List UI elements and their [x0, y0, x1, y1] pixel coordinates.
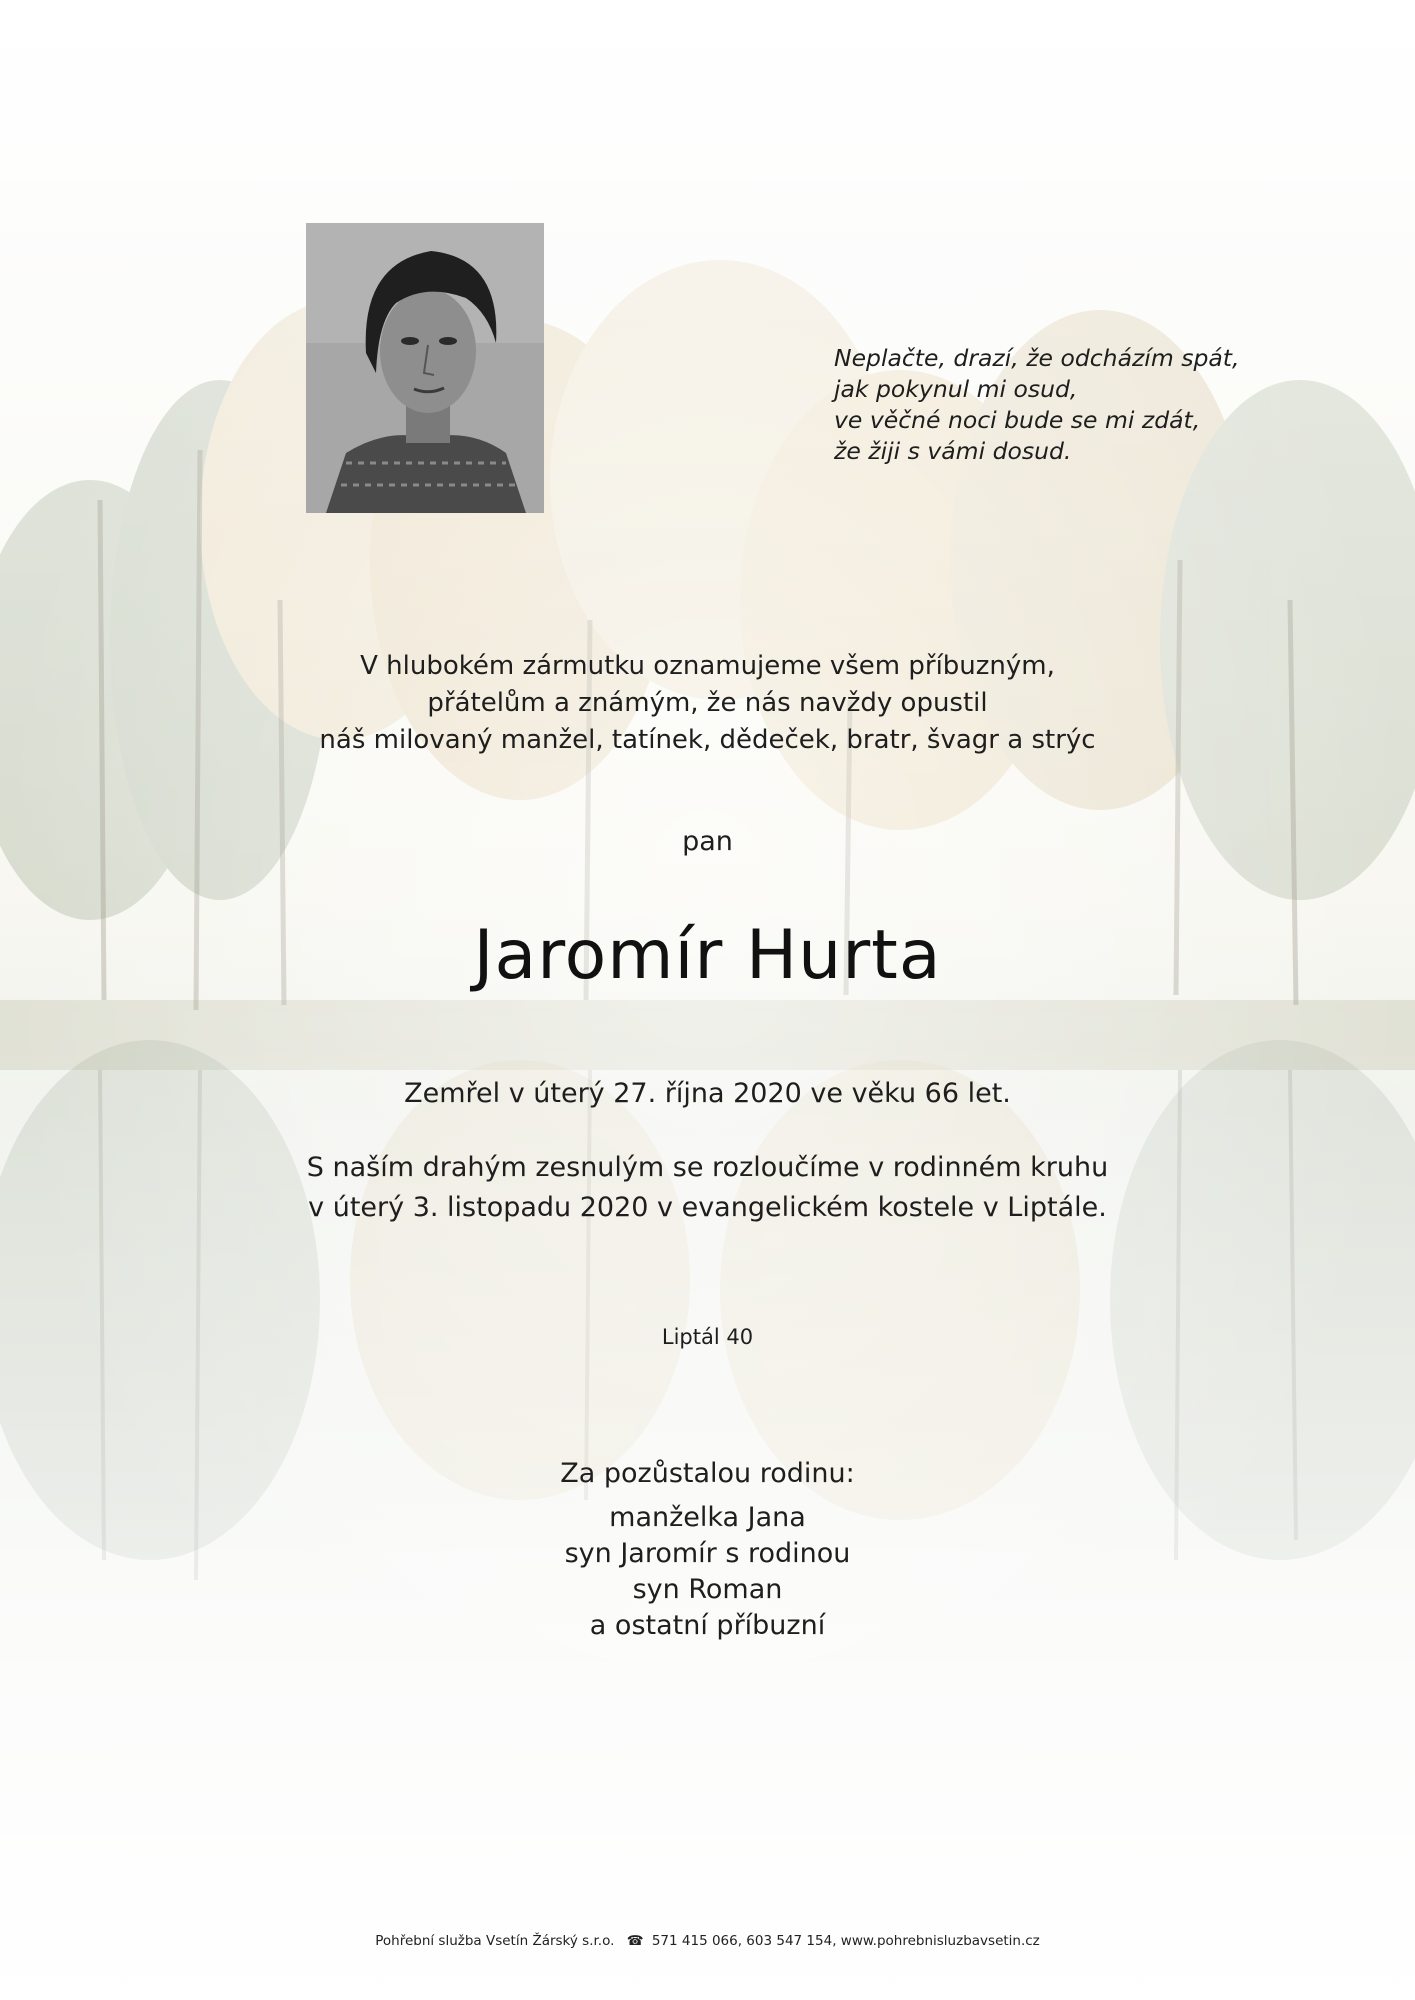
family-signature: [0, 1456, 1415, 1644]
death-date-text: Zemřel v úterý 27. října 2020 ve věku 66 let.: [404, 1078, 1011, 1109]
honorific-title: pan: [682, 826, 733, 857]
footer-contact: [0, 1933, 1415, 1949]
phone-icon: ☎: [626, 1933, 644, 1949]
poem-line: jak pokynul mi osud,: [834, 375, 1078, 403]
deceased-portrait-photo: [306, 223, 544, 513]
funeral-details: [0, 1148, 1415, 1228]
deceased-name: Jaromír Hurta: [473, 916, 942, 995]
footer-company: Pohřební služba Vsetín Žárský s.r.o.: [375, 1933, 615, 1949]
poem-line: Neplačte, drazí, že odcházím spát,: [834, 344, 1240, 372]
poem-line: ve věčné noci bude se mi zdát,: [834, 406, 1201, 434]
family-heading: Za pozůstalou rodinu:: [560, 1458, 855, 1489]
announcement-line: přátelům a známým, že nás navždy opustil: [427, 688, 988, 718]
family-member: syn Roman: [632, 1574, 783, 1605]
memorial-poem: [834, 343, 1314, 467]
announcement-text: [0, 648, 1415, 759]
announcement-line: V hlubokém zármutku oznamujeme všem příbuzným,: [360, 651, 1055, 681]
family-member: a ostatní příbuzní: [589, 1610, 826, 1641]
family-member: syn Jaromír s rodinou: [564, 1538, 851, 1569]
address-text: Liptál 40: [661, 1325, 754, 1349]
funeral-line: v úterý 3. listopadu 2020 v evangelickém kostele v Liptále.: [308, 1192, 1107, 1223]
footer-phones: 571 415 066, 603 547 154, www.pohrebnisluzbavsetin.cz: [651, 1933, 1040, 1949]
poem-line: že žiji s vámi dosud.: [834, 437, 1072, 465]
funeral-line: S naším drahým zesnulým se rozloučíme v rodinném kruhu: [306, 1152, 1109, 1183]
announcement-line: náš milovaný manžel, tatínek, dědeček, bratr, švagr a strýc: [319, 725, 1096, 755]
family-member: manželka Jana: [609, 1502, 806, 1533]
